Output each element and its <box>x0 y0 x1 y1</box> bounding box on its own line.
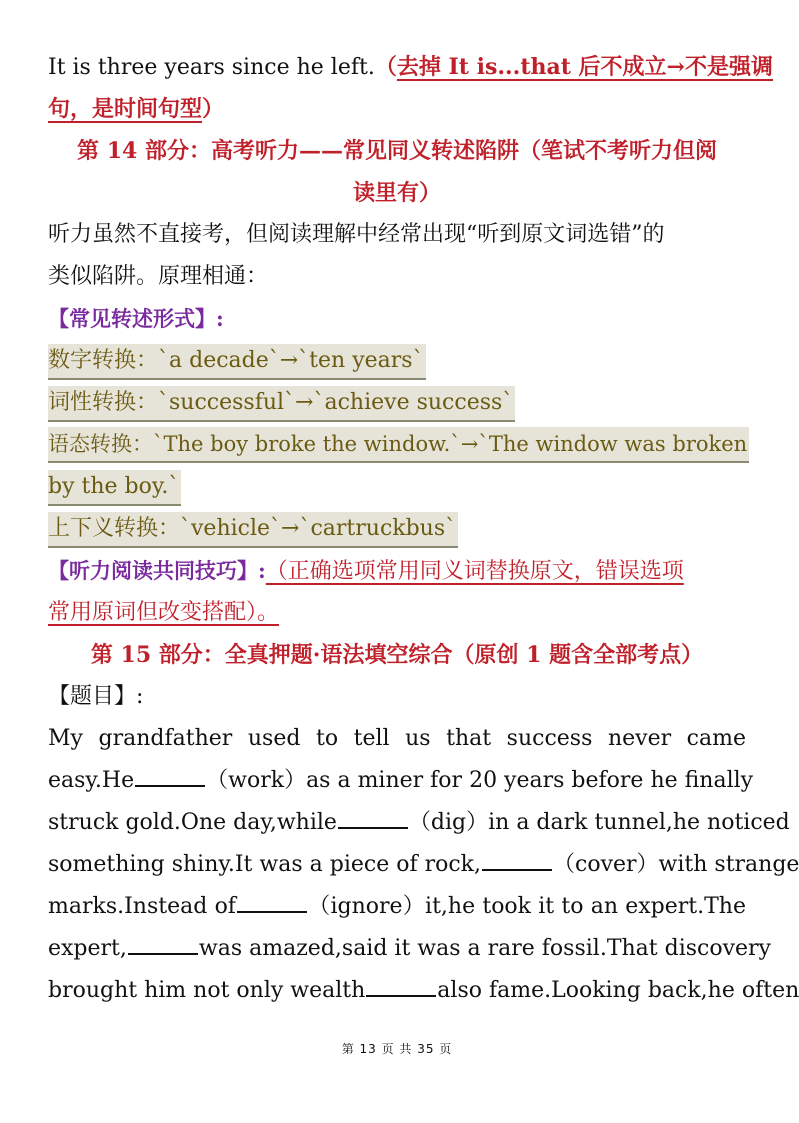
form-item <box>48 466 746 508</box>
passage-line <box>48 760 754 802</box>
passage-line <box>48 844 799 886</box>
passage-line <box>48 928 771 970</box>
passage-text: was amazed,said it was a rare fossil.That discovery <box>198 936 771 961</box>
passage-line <box>48 886 746 928</box>
document-page <box>48 46 799 1012</box>
note-text-continued: 句，是时间句型 <box>48 96 203 122</box>
note-text: 去掉 It is...that 后不成立→不是强调 <box>396 54 773 80</box>
section-14-title-line2: 读里有） <box>352 180 441 206</box>
intro-text-1: 听力虽然不直接考，但阅读理解中经常出现“听到原文词选错”的 <box>48 222 665 247</box>
page-number-footer: 第 13 页 共 35 页 <box>341 1042 453 1056</box>
passage-text: （dig）in a dark tunnel,he noticed <box>408 810 790 835</box>
example-sentence: It is three years since he left. <box>48 55 375 80</box>
answer-blank-5[interactable] <box>128 935 198 955</box>
section-14-title-line1: 第 14 部分：高考听力——常见同义转述陷阱（笔试不考听力但阅 <box>77 138 717 164</box>
section-15-title: 第 15 部分：全真押题·语法填空综合（原创 1 题含全部考点） <box>90 642 704 668</box>
answer-blank-6[interactable] <box>366 977 436 997</box>
note-open-paren: （ <box>374 54 397 80</box>
answer-blank-1[interactable] <box>135 767 205 787</box>
passage-line <box>48 802 790 844</box>
section-14-title-2 <box>48 172 746 214</box>
passage-text: （cover）with strange <box>553 852 799 877</box>
form-item <box>48 424 746 466</box>
sentence-line <box>48 46 773 88</box>
passage-line <box>48 970 799 1012</box>
form-item-text: by the boy.` <box>48 470 181 506</box>
passage-text: My grandfather used to tell us that success never came <box>48 726 746 751</box>
intro-line-1 <box>48 214 746 256</box>
answer-blank-4[interactable] <box>237 893 307 913</box>
passage-text: brought him not only wealth <box>48 978 366 1003</box>
passage-text: （work）as a miner for 20 years before he finally <box>206 768 754 793</box>
note-line-2 <box>48 88 746 130</box>
section-14-title <box>48 130 746 172</box>
form-item-text: 数字转换：`a decade`→`ten years` <box>48 344 426 380</box>
passage-text: （ignore）it,he took it to an expert.The <box>307 894 746 919</box>
form-item <box>48 340 746 382</box>
passage-text: also fame.Looking back,he often <box>437 978 799 1003</box>
passage-text: something shiny.It was a piece of rock, <box>48 852 481 877</box>
passage-text: expert, <box>48 936 127 961</box>
form-item <box>48 382 746 424</box>
forms-label: 【常见转述形式】: <box>48 306 224 331</box>
intro-line-2 <box>48 256 746 298</box>
tips-text-continued: 常用原词但改变搭配）。 <box>48 600 280 625</box>
tips-line-2 <box>48 592 746 634</box>
passage-line <box>48 718 746 760</box>
passage-text: struck gold.One day,while <box>48 810 337 835</box>
tips-label: 【听力阅读共同技巧】: <box>48 558 266 583</box>
form-item-text: 上下义转换：`vehicle`→`cartruckbus` <box>48 512 458 548</box>
form-item <box>48 508 746 550</box>
intro-text-2: 类似陷阱。原理相通： <box>48 264 269 289</box>
passage-text: marks.Instead of <box>48 894 236 919</box>
note-close-paren: ） <box>202 96 225 122</box>
form-item-text: 语态转换：`The boy broke the window.`→`The window was broken <box>48 427 749 463</box>
question-label: 【题目】: <box>48 684 144 709</box>
tips-line-1 <box>48 550 746 592</box>
answer-blank-2[interactable] <box>338 809 408 829</box>
tips-text: （正确选项常用同义词替换原文，错误选项 <box>265 559 684 584</box>
passage-text: easy.He <box>48 768 135 793</box>
form-item-text: 词性转换：`successful`→`achieve success` <box>48 386 515 422</box>
answer-blank-3[interactable] <box>482 851 552 871</box>
